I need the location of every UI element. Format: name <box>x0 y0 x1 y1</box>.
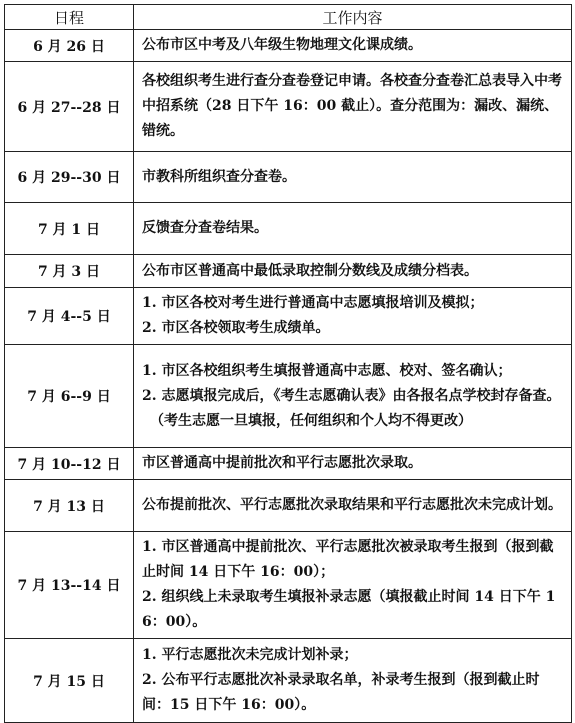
work-content-line: 各校组织考生进行查分查卷登记申请。各校查分查卷汇总表导入中考中招系统（28 日下午 16：00 截止）。查分范围为：漏改、漏统、错统。 <box>142 73 562 139</box>
work-content-line: 公布市区普通高中最低录取控制分数线及成绩分档表。 <box>142 262 478 279</box>
work-content <box>134 532 572 639</box>
work-content <box>134 62 572 152</box>
work-content <box>134 203 572 255</box>
work-content <box>134 152 572 203</box>
schedule-date: 7 月 4--5 日 <box>5 288 134 345</box>
table-header-row <box>5 5 572 30</box>
schedule-date: 7 月 1 日 <box>5 203 134 255</box>
work-content <box>134 639 572 723</box>
work-content <box>134 288 572 345</box>
table-row <box>5 639 572 723</box>
table-row <box>5 345 572 448</box>
table-row <box>5 288 572 345</box>
work-content-line: 公布市区中考及八年级生物地理文化课成绩。 <box>142 37 422 53</box>
work-content <box>134 480 572 532</box>
work-content-line: 公布提前批次、平行志愿批次录取结果和平行志愿批次未完成计划。 <box>142 497 562 513</box>
work-content-line: 1. 平行志愿批次未完成计划补录； <box>142 647 358 663</box>
header-date: 日程 <box>5 5 134 30</box>
schedule-date: 7 月 3 日 <box>5 255 134 288</box>
work-content-line: 2. 志愿填报完成后，《考生志愿确认表》由各报名点学校封存备查。 <box>142 387 561 404</box>
work-content-line: 2. 市区各校领取考生成绩单。 <box>142 320 330 336</box>
work-content-line: 1. 市区各校对考生进行普通高中志愿填报培训及模拟； <box>142 295 484 311</box>
table-row <box>5 62 572 152</box>
schedule-date: 7 月 6--9 日 <box>5 345 134 448</box>
schedule-date: 7 月 15 日 <box>5 639 134 723</box>
table-body <box>5 30 572 723</box>
schedule-date: 7 月 13--14 日 <box>5 532 134 639</box>
work-content-line: 2. 组织线上未录取考生填报补录志愿（填报截止时间 14 日下午 16：00）。 <box>142 589 556 630</box>
schedule-table <box>4 4 572 723</box>
work-content <box>134 345 572 448</box>
table-row <box>5 448 572 480</box>
table-row <box>5 30 572 62</box>
work-content-line: 市区普通高中提前批次和平行志愿批次录取。 <box>142 455 422 471</box>
work-content-line: 市教科所组织查分查卷。 <box>142 168 296 185</box>
table-row <box>5 532 572 639</box>
schedule-date: 6 月 26 日 <box>5 30 134 62</box>
work-content <box>134 255 572 288</box>
table-row <box>5 255 572 288</box>
work-content-line: （考生志愿一旦填报，任何组织和个人均不得更改） <box>150 412 472 429</box>
schedule-date: 7 月 13 日 <box>5 480 134 532</box>
work-content-line: 反馈查分查卷结果。 <box>142 220 268 236</box>
table-row <box>5 480 572 532</box>
work-content <box>134 30 572 62</box>
schedule-date: 6 月 29--30 日 <box>5 152 134 203</box>
work-content-line: 1. 市区各校组织考生填报普通高中志愿、校对、签名确认； <box>142 362 512 379</box>
schedule-date: 6 月 27--28 日 <box>5 62 134 152</box>
table-row <box>5 152 572 203</box>
work-content-line: 2. 公布平行志愿批次补录录取名单，补录考生报到（报到截止时间：15 日下午 16：00）。 <box>142 672 540 713</box>
schedule-date: 7 月 10--12 日 <box>5 448 134 480</box>
work-content-line: 1. 市区普通高中提前批次、平行志愿批次被录取考生报到（报到截止时间 14 日下午 16：00）； <box>142 539 554 580</box>
work-content <box>134 448 572 480</box>
table-row <box>5 203 572 255</box>
header-content: 工作内容 <box>134 5 572 30</box>
